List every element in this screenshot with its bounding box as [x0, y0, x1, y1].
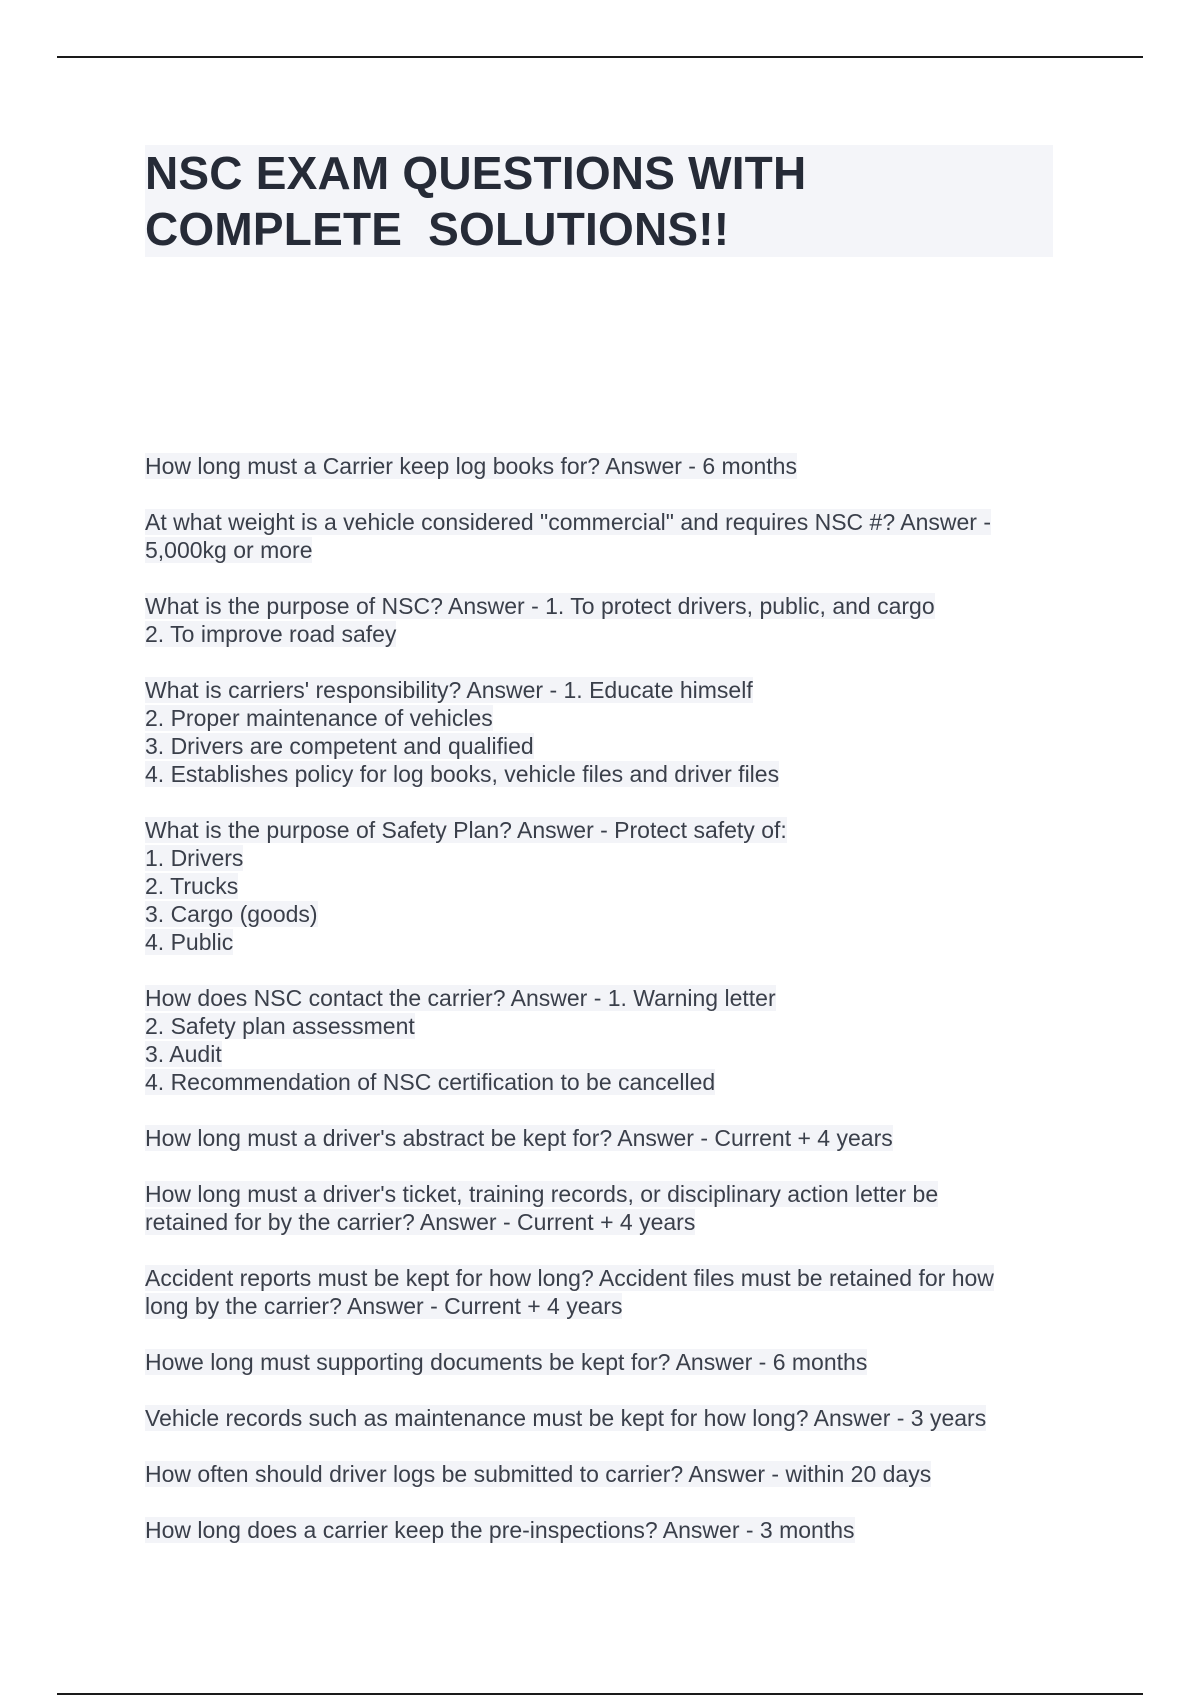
qa-item-3 — [145, 592, 1065, 648]
qa-line: long by the carrier? Answer - Current + 4 years — [145, 1293, 623, 1319]
qa-line: At what weight is a vehicle considered "commercial" and requires NSC #? Answer - — [145, 509, 991, 535]
qa-item-10 — [145, 1348, 1065, 1376]
qa-line: 4. Establishes policy for log books, vehicle files and driver files — [145, 761, 780, 787]
title-line-1: NSC EXAM QUESTIONS WITH — [145, 147, 807, 199]
qa-line: 4. Recommendation of NSC certification to be cancelled — [145, 1069, 716, 1095]
qa-line: 4. Public — [145, 929, 234, 955]
qa-list — [145, 452, 1065, 1572]
qa-item-6 — [145, 984, 1065, 1096]
bottom-divider — [57, 1693, 1143, 1695]
qa-line: How long must a Carrier keep log books for? Answer - 6 months — [145, 453, 797, 479]
qa-line: 2. Safety plan assessment — [145, 1013, 415, 1039]
qa-line: How long must a driver's ticket, training records, or disciplinary action letter be — [145, 1181, 939, 1207]
qa-line: 2. Trucks — [145, 873, 239, 899]
qa-line: 3. Drivers are competent and qualified — [145, 733, 534, 759]
qa-line: How does NSC contact the carrier? Answer - 1. Warning letter — [145, 985, 776, 1011]
top-divider — [57, 56, 1143, 58]
qa-line: Howe long must supporting documents be kept for? Answer - 6 months — [145, 1349, 868, 1375]
qa-item-13 — [145, 1516, 1065, 1544]
qa-item-11 — [145, 1404, 1065, 1432]
document-title — [145, 145, 1053, 257]
qa-item-7 — [145, 1124, 1065, 1152]
title-line-2: COMPLETE SOLUTIONS!! — [145, 203, 730, 255]
qa-line: Vehicle records such as maintenance must be kept for how long? Answer - 3 years — [145, 1405, 987, 1431]
qa-line: 3. Audit — [145, 1041, 222, 1067]
qa-item-5 — [145, 816, 1065, 956]
qa-line: retained for by the carrier? Answer - Current + 4 years — [145, 1209, 696, 1235]
qa-line: How often should driver logs be submitted to carrier? Answer - within 20 days — [145, 1461, 932, 1487]
qa-line: 5,000kg or more — [145, 537, 313, 563]
qa-item-8 — [145, 1180, 1065, 1236]
qa-item-12 — [145, 1460, 1065, 1488]
qa-line: 1. Drivers — [145, 845, 244, 871]
qa-line: 3. Cargo (goods) — [145, 901, 318, 927]
qa-line: How long must a driver's abstract be kept for? Answer - Current + 4 years — [145, 1125, 893, 1151]
qa-line: What is the purpose of Safety Plan? Answer - Protect safety of: — [145, 817, 787, 843]
qa-item-2 — [145, 508, 1065, 564]
qa-line: What is the purpose of NSC? Answer - 1. To protect drivers, public, and cargo — [145, 593, 935, 619]
qa-item-9 — [145, 1264, 1065, 1320]
qa-line: Accident reports must be kept for how long? Accident files must be retained for how — [145, 1265, 994, 1291]
qa-item-1 — [145, 452, 1065, 480]
qa-line: What is carriers' responsibility? Answer - 1. Educate himself — [145, 677, 753, 703]
qa-line: How long does a carrier keep the pre-inspections? Answer - 3 months — [145, 1517, 855, 1543]
qa-line: 2. Proper maintenance of vehicles — [145, 705, 493, 731]
qa-line: 2. To improve road safey — [145, 621, 397, 647]
qa-item-4 — [145, 676, 1065, 788]
